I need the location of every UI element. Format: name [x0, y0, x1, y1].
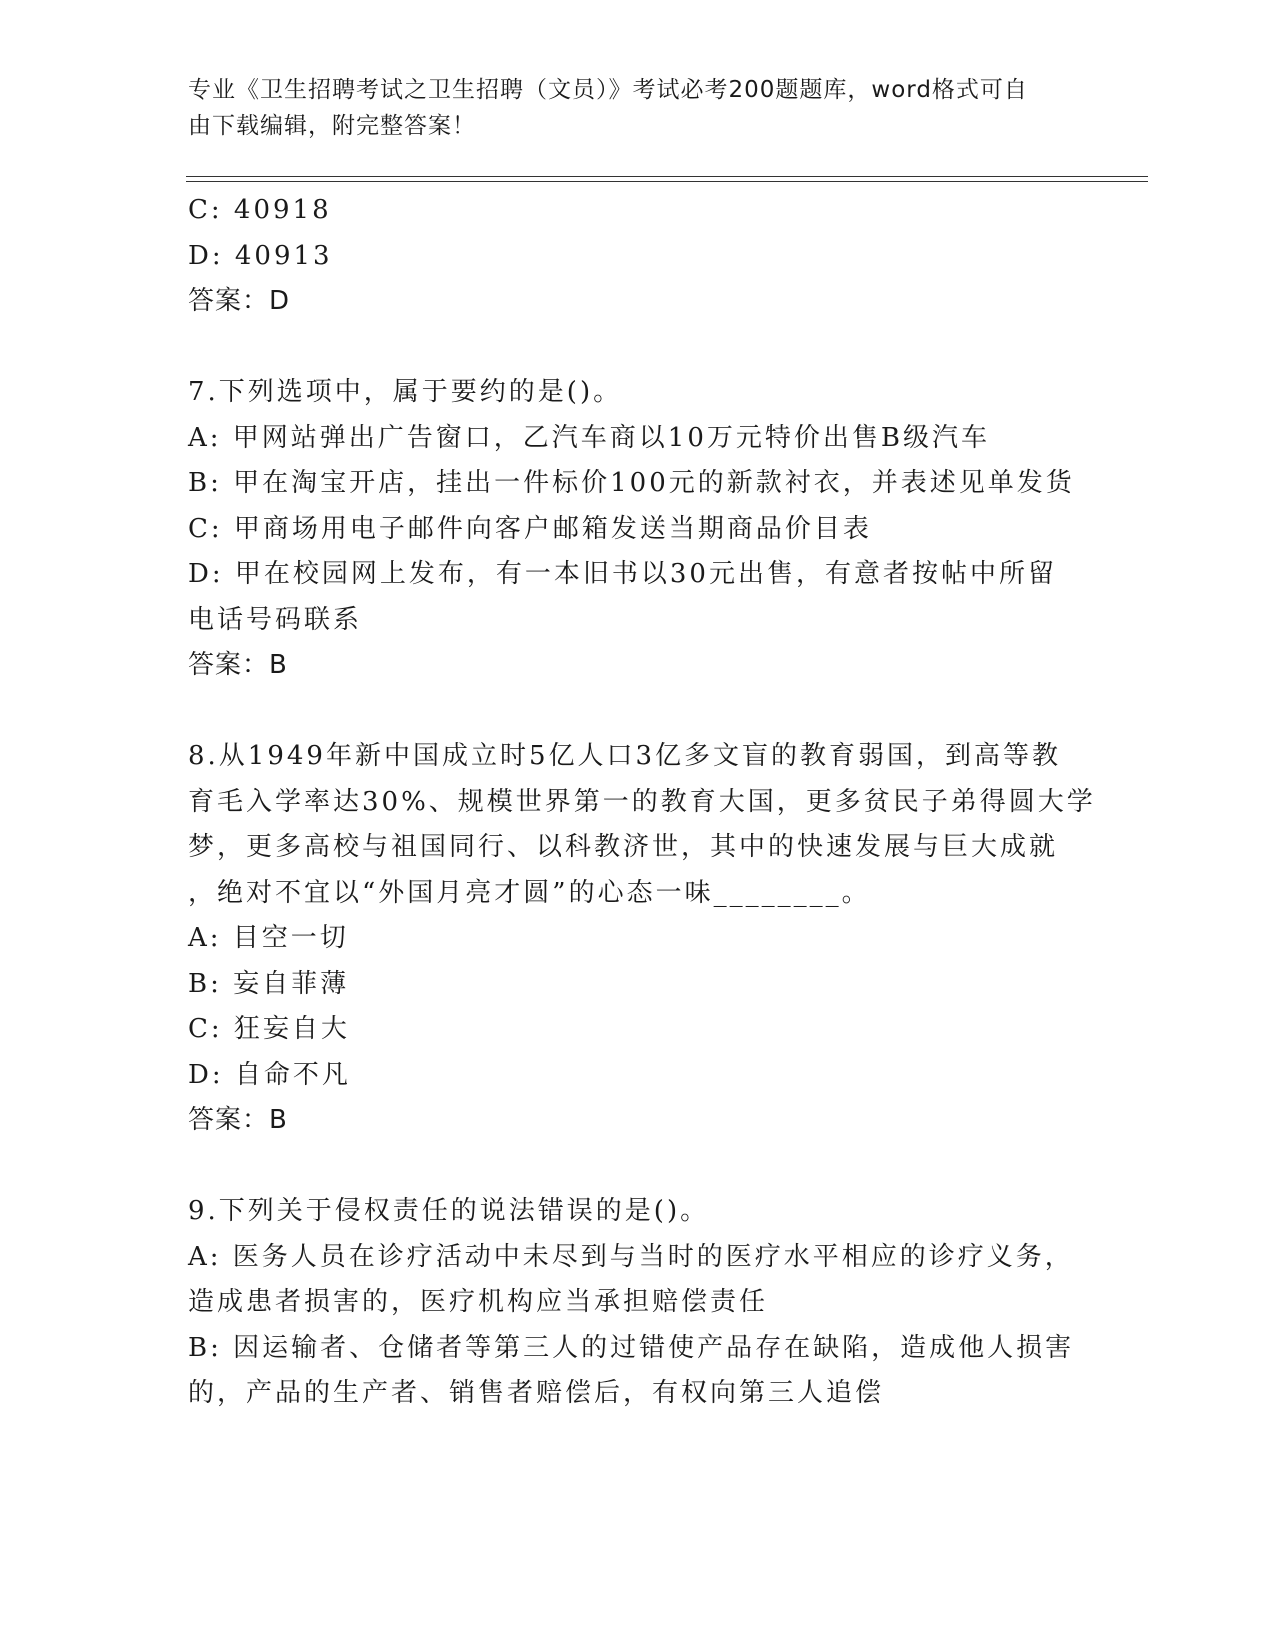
- option-b-continued: 的，产品的生产者、销售者赔偿后，有权向第三人追偿: [188, 1378, 885, 1408]
- question-8: [188, 734, 1096, 1144]
- option-d: D: 40913: [188, 240, 333, 271]
- option-d-continued: 电话号码联系: [188, 604, 363, 635]
- option-a-continued: 造成患者损害的，医疗机构应当承担赔偿责任: [188, 1287, 769, 1317]
- question-stem: 9.下列关于侵权责任的说法错误的是()。: [188, 1196, 710, 1226]
- header-rule-bottom: [186, 181, 1148, 182]
- option-d: D: 甲在校园网上发布，有一本旧书以30元出售，有意者按帖中所留: [188, 559, 1057, 589]
- option-b: B: 因运输者、仓储者等第三人的过错使产品存在缺陷，造成他人损害: [188, 1332, 1075, 1363]
- spacer: [188, 1144, 1088, 1190]
- question-stem-continued: ，绝对不宜以“外国月亮才圆”的心态一味________。: [188, 877, 871, 908]
- spacer: [188, 689, 1088, 735]
- header-line-1: 专业《卫生招聘考试之卫生招聘（文员）》考试必考200题题库，word格式可自: [188, 77, 1028, 103]
- answer-label: 答案：B: [188, 1105, 288, 1135]
- option-b: B: 甲在淘宝开店，挂出一件标价100元的新款衬衣，并表述见单发货: [188, 468, 1075, 498]
- question-stem-continued: 育毛入学率达30%、规模世界第一的教育大国，更多贫民子弟得圆大学: [188, 786, 1096, 817]
- option-d: D: 自命不凡: [188, 1059, 351, 1090]
- question-content: [188, 188, 1096, 1417]
- question-stem: 8.从1949年新中国成立时5亿人口3亿多文盲的教育弱国，到高等教: [188, 741, 1062, 771]
- option-a: A: 医务人员在诊疗活动中未尽到与当时的医疗水平相应的诊疗义务，: [188, 1241, 1074, 1272]
- question-7: [188, 370, 1088, 689]
- option-c: C: 甲商场用电子邮件向客户邮箱发送当期商品价目表: [188, 513, 872, 544]
- question-6-tail: [188, 188, 1088, 325]
- spacer: [188, 325, 1088, 371]
- question-stem: 7.下列选项中，属于要约的是()。: [188, 377, 623, 407]
- question-9: [188, 1189, 1088, 1417]
- option-a: A: 目空一切: [188, 923, 349, 953]
- answer-label: 答案：D: [188, 286, 291, 316]
- answer-label: 答案：B: [188, 650, 288, 680]
- option-b: B: 妄自菲薄: [188, 968, 350, 999]
- option-a: A: 甲网站弹出广告窗口，乙汽车商以10万元特价出售B级汽车: [188, 422, 990, 453]
- option-c: C: 40918: [188, 195, 332, 225]
- page-header: [188, 72, 1088, 144]
- question-stem-continued: 梦，更多高校与祖国同行、以科教济世，其中的快速发展与巨大成就: [188, 832, 1059, 862]
- header-rule-top: [186, 176, 1148, 177]
- header-line-2: 由下载编辑，附完整答案！: [188, 113, 476, 139]
- option-c: C: 狂妄自大: [188, 1014, 350, 1044]
